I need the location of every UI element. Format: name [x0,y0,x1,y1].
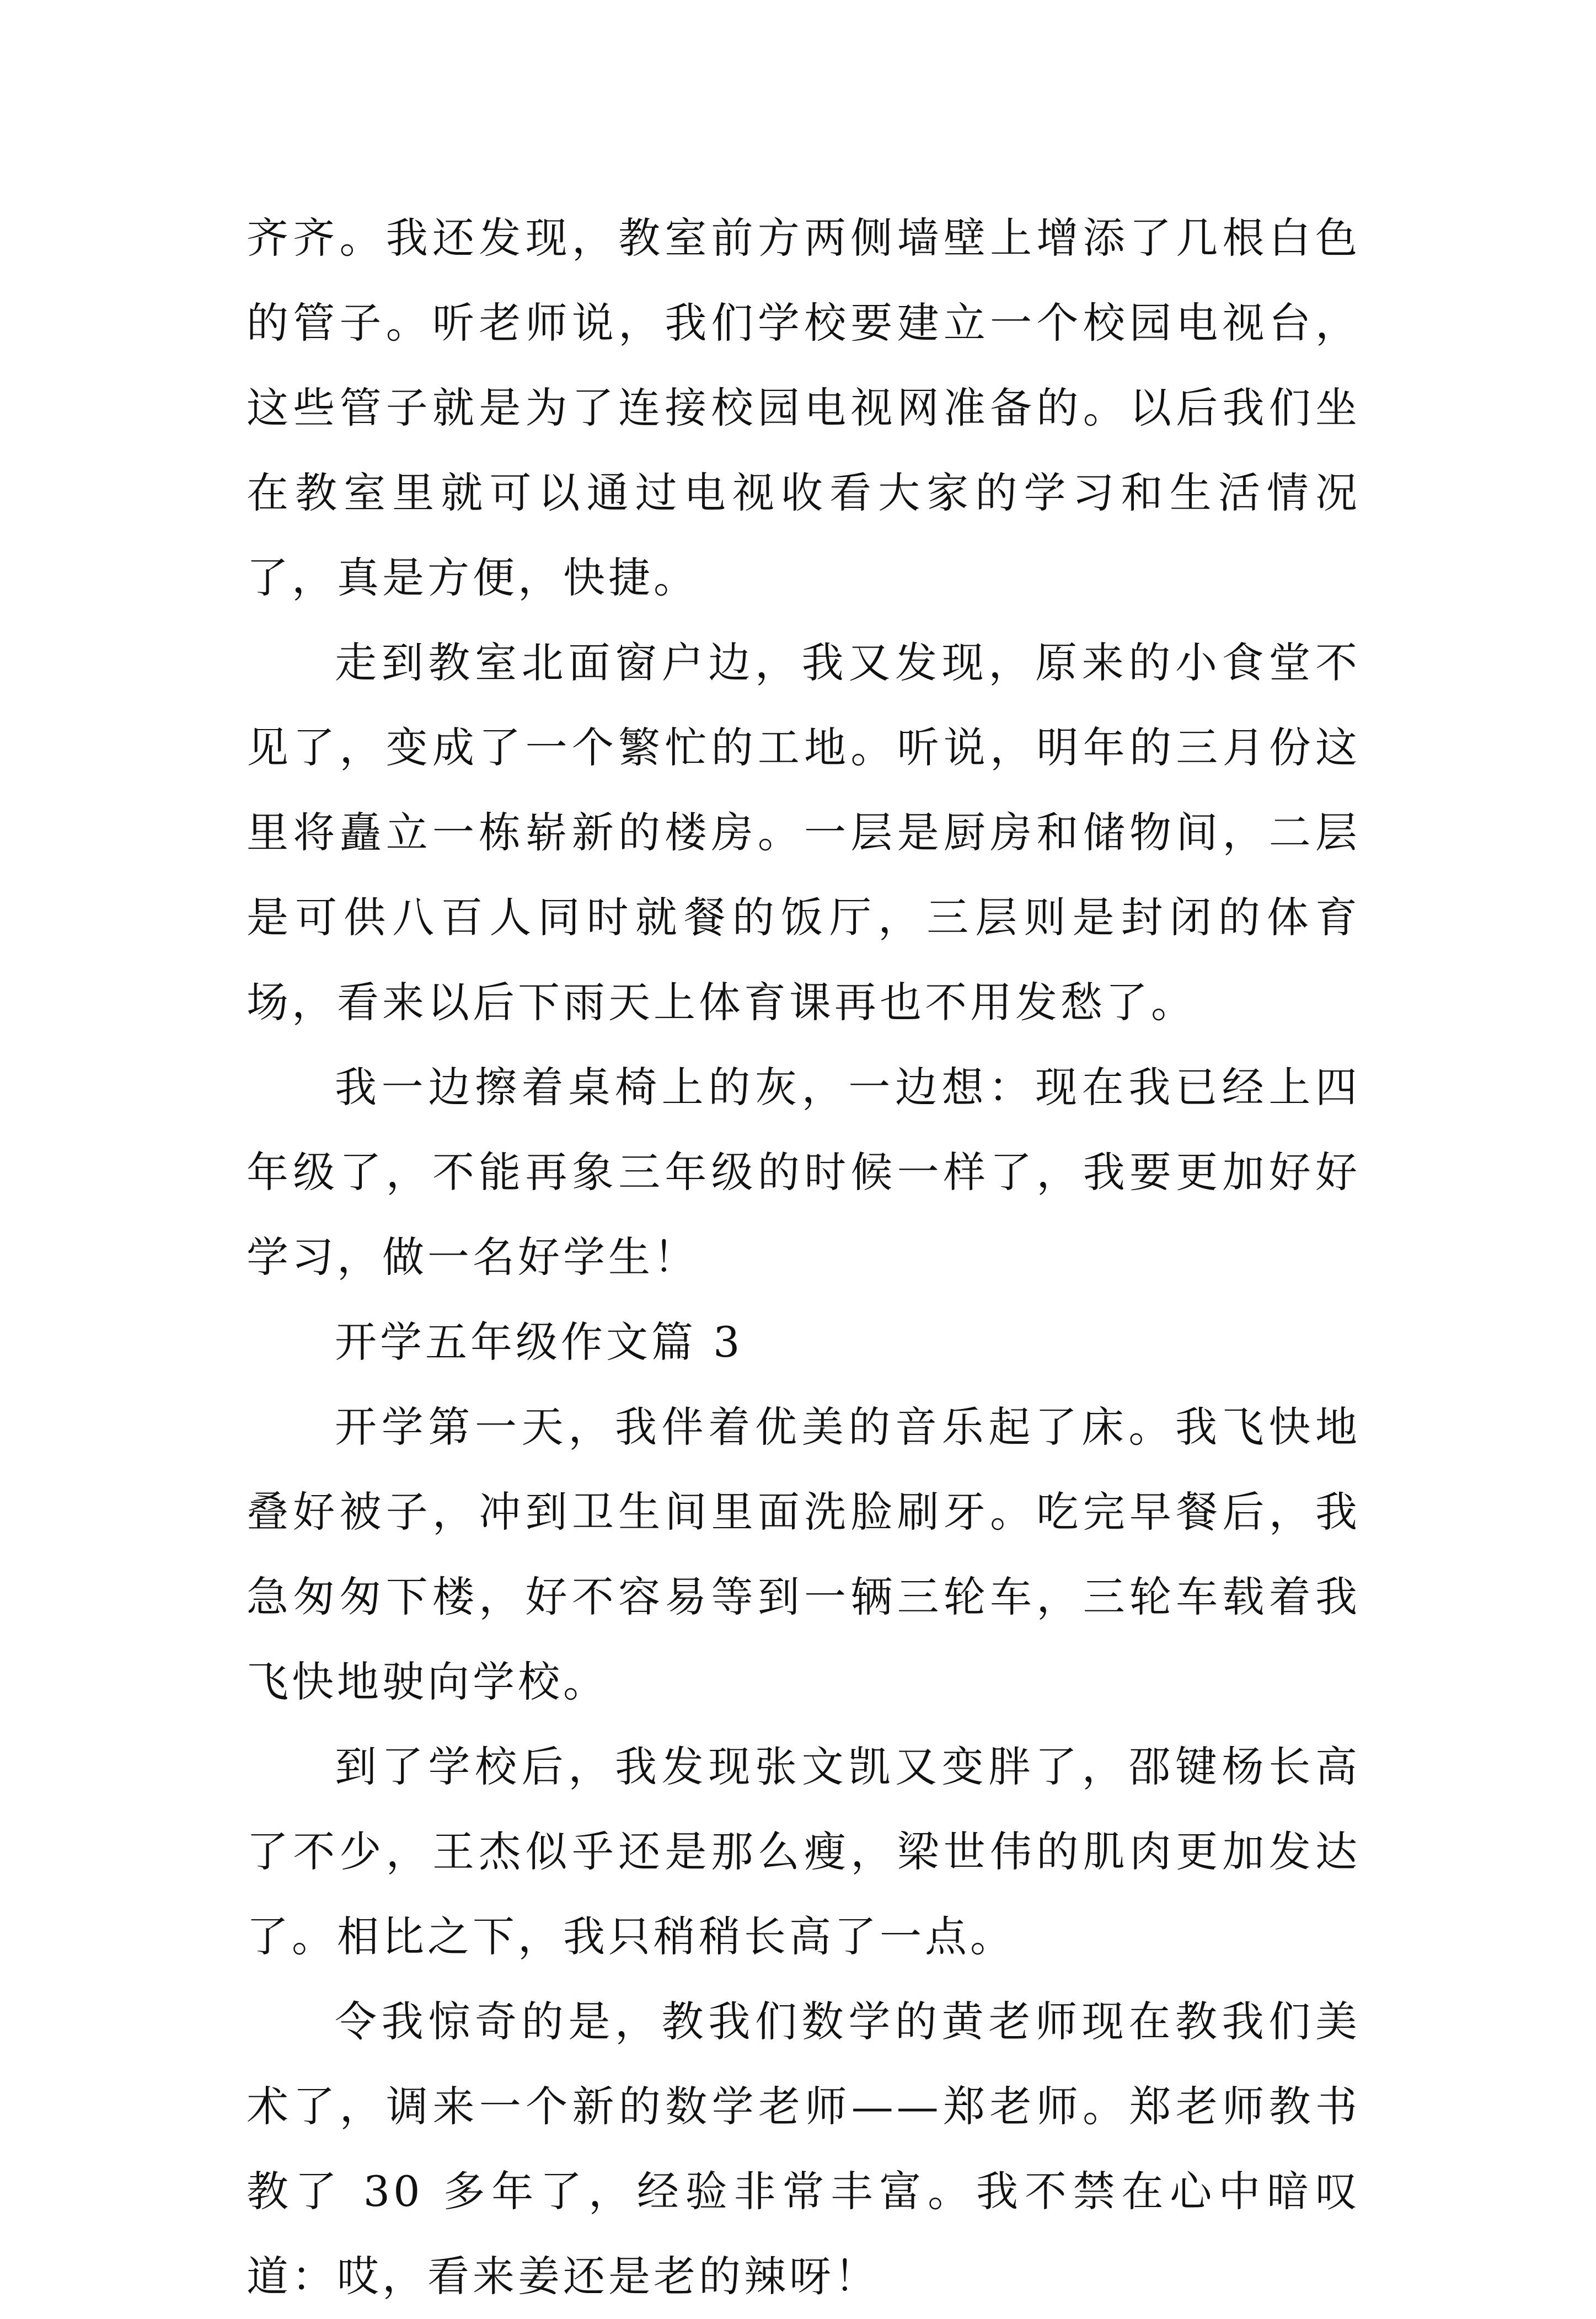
paragraph-resolution: 我一边擦着桌椅上的灰，一边想：现在我已经上四年级了，不能再象三年级的时候一样了，我要更加好好学习，做一名好学生！ [247,1063,1361,1282]
document-body [247,196,1361,2319]
paragraph-classmates: 到了学校后，我发现张文凯又变胖了，邵键杨长高了不少，王杰似乎还是那么瘦，梁世伟的肌肉更加发达了。相比之下，我只稍稍长高了一点。 [247,1742,1361,1961]
paragraph-first-day: 开学第一天，我伴着优美的音乐起了床。我飞快地叠好被子，冲到卫生间里面洗脸刷牙。吃完早餐后，我急匆匆下楼，好不容易等到一辆三轮车，三轮车载着我飞快地驶向学校。 [247,1402,1361,1706]
paragraph-teacher: 令我惊奇的是，教我们数学的黄老师现在教我们美术了，调来一个新的数学老师——郑老师。郑老师教书教了 30 多年了，经验非常丰富。我不禁在心中暗叹道：哎，看来姜还是老的辣呀！ [247,1997,1361,2301]
paragraph-canteen: 走到教室北面窗户边，我又发现，原来的小食堂不见了，变成了一个繁忙的工地。听说，明年的三月份这里将矗立一栋崭新的楼房。一层是厨房和储物间，二层是可供八百人同时就餐的饭厅，三层则是封闭的体育场，看来以后下雨天上体育课再也不用发愁了。 [247,638,1361,1027]
section-heading: 开学五年级作文篇 3 [335,1318,743,1367]
paragraph-continuation: 齐齐。我还发现，教室前方两侧墙壁上增添了几根白色的管子。听老师说，我们学校要建立一个校园电视台，这些管子就是为了连接校园电视网准备的。以后我们坐在教室里就可以通过电视收看大家的学习和生活情况了，真是方便，快捷。 [247,213,1361,602]
